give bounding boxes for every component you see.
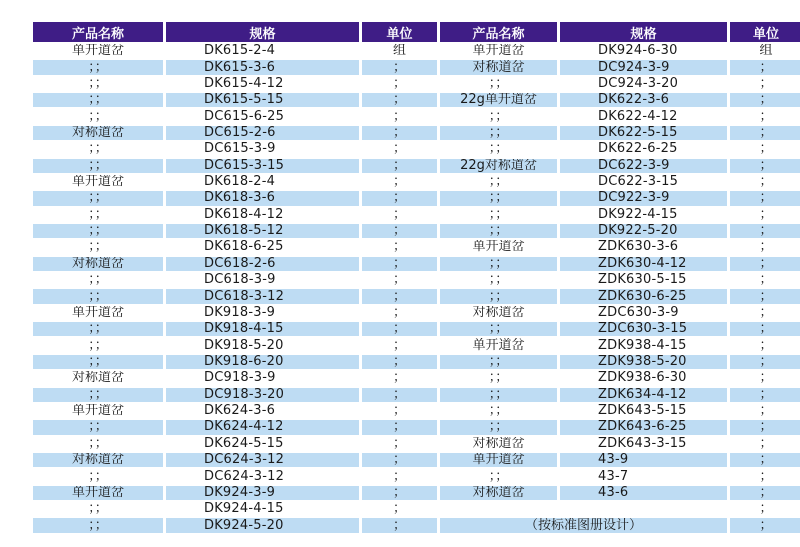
product-name-cell-2: 对称道岔 xyxy=(440,306,557,320)
table-row xyxy=(33,289,800,303)
table-row xyxy=(33,306,800,320)
spec-cell: DC624-3-12 xyxy=(166,453,359,467)
unit-cell: ； xyxy=(362,404,437,418)
unit-cell: ； xyxy=(362,371,437,385)
product-name-cell: 对称道岔 xyxy=(33,126,163,140)
unit-cell-2: ； xyxy=(730,420,800,434)
spec-cell: DK615-3-6 xyxy=(166,60,359,74)
unit-cell-2: ； xyxy=(730,437,800,451)
table-row xyxy=(33,355,800,369)
unit-cell: ； xyxy=(362,322,437,336)
product-name-cell: ；； xyxy=(33,60,163,74)
table-row xyxy=(33,93,800,107)
spec-cell: DC615-2-6 xyxy=(166,126,359,140)
header-spec-2: 规格 xyxy=(560,22,727,42)
spec-cell-2: DK922-4-15 xyxy=(560,208,727,222)
spec-cell: DK918-4-15 xyxy=(166,322,359,336)
product-name-cell: ；； xyxy=(33,420,163,434)
spec-cell-2: ZDK630-6-25 xyxy=(560,289,727,303)
product-name-cell-2: ；； xyxy=(440,257,557,271)
unit-cell: ； xyxy=(362,224,437,238)
header-spec: 规格 xyxy=(166,22,359,42)
unit-cell: ； xyxy=(362,273,437,287)
spec-cell-2: DC622-3-15 xyxy=(560,175,727,189)
unit-cell: ； xyxy=(362,240,437,254)
product-name-cell: 单开道岔 xyxy=(33,486,163,500)
unit-cell-2: ； xyxy=(730,175,800,189)
table-row xyxy=(33,126,800,140)
table-row xyxy=(33,371,800,385)
table-row xyxy=(33,502,800,516)
table-row xyxy=(33,159,800,173)
spec-cell: DK918-6-20 xyxy=(166,355,359,369)
spec-cell-2 xyxy=(560,502,727,516)
unit-cell-2: ； xyxy=(730,453,800,467)
unit-cell: ； xyxy=(362,518,437,532)
unit-cell: ； xyxy=(362,453,437,467)
table-row xyxy=(33,486,800,500)
product-name-cell: ；； xyxy=(33,289,163,303)
spec-cell-2: ZDC630-3-9 xyxy=(560,306,727,320)
unit-cell: ； xyxy=(362,60,437,74)
product-name-cell: ；； xyxy=(33,518,163,532)
table-row xyxy=(33,77,800,91)
spec-cell: DK618-2-4 xyxy=(166,175,359,189)
product-name-cell: ；； xyxy=(33,338,163,352)
product-name-cell-2: ；； xyxy=(440,371,557,385)
table-row xyxy=(33,437,800,451)
product-name-cell-2: ；； xyxy=(440,208,557,222)
spec-cell-2: ZDK634-4-12 xyxy=(560,388,727,402)
product-name-cell: ；； xyxy=(33,208,163,222)
table-row xyxy=(33,142,800,156)
unit-cell-2: ； xyxy=(730,109,800,123)
unit-cell: ； xyxy=(362,502,437,516)
spec-cell: DK618-5-12 xyxy=(166,224,359,238)
product-name-cell: ；； xyxy=(33,388,163,402)
product-name-cell: ；； xyxy=(33,240,163,254)
spec-cell-2: ZDK938-4-15 xyxy=(560,338,727,352)
unit-cell: ； xyxy=(362,486,437,500)
unit-cell: ； xyxy=(362,208,437,222)
product-name-cell-2: ；； xyxy=(440,126,557,140)
product-name-cell: ；； xyxy=(33,355,163,369)
spec-cell-2: DK622-3-6 xyxy=(560,93,727,107)
unit-cell: ； xyxy=(362,109,437,123)
spec-cell: DC624-3-12 xyxy=(166,469,359,483)
design-note-cell: （按标准图册设计） xyxy=(440,518,727,532)
table-row xyxy=(33,44,800,58)
product-name-cell-2: 22g对称道岔 xyxy=(440,159,557,173)
product-name-cell: ；； xyxy=(33,77,163,91)
unit-cell-2: ； xyxy=(730,306,800,320)
spec-cell: DC615-6-25 xyxy=(166,109,359,123)
product-name-cell-2: 22g单开道岔 xyxy=(440,93,557,107)
product-name-cell-2: ；； xyxy=(440,273,557,287)
unit-cell-2: ； xyxy=(730,518,800,532)
table-row xyxy=(33,469,800,483)
spec-cell-2: ZDC630-3-15 xyxy=(560,322,727,336)
unit-cell: ； xyxy=(362,388,437,402)
product-name-cell-2: ；； xyxy=(440,191,557,205)
unit-cell-2: ； xyxy=(730,502,800,516)
product-name-cell-2: 对称道岔 xyxy=(440,60,557,74)
table-row xyxy=(33,453,800,467)
spec-cell: DK618-4-12 xyxy=(166,208,359,222)
product-name-cell-2: 对称道岔 xyxy=(440,437,557,451)
product-name-cell: ；； xyxy=(33,224,163,238)
spec-cell-2: DK622-5-15 xyxy=(560,126,727,140)
unit-cell: ； xyxy=(362,355,437,369)
unit-cell-2: ； xyxy=(730,469,800,483)
product-name-cell-2: ；； xyxy=(440,109,557,123)
unit-cell-2: ； xyxy=(730,338,800,352)
product-name-cell-2 xyxy=(440,502,557,516)
unit-cell-2: ； xyxy=(730,93,800,107)
unit-cell-2: ； xyxy=(730,371,800,385)
product-name-cell: ；； xyxy=(33,191,163,205)
spec-cell: DK924-3-9 xyxy=(166,486,359,500)
unit-cell-2: ； xyxy=(730,388,800,402)
unit-cell-2: ； xyxy=(730,224,800,238)
spec-cell-2: 43-9 xyxy=(560,453,727,467)
spec-cell-2: 43-6 xyxy=(560,486,727,500)
spec-cell: DK924-5-20 xyxy=(166,518,359,532)
spec-cell-2: DC922-3-9 xyxy=(560,191,727,205)
product-name-cell-2: ；； xyxy=(440,355,557,369)
spec-cell-2: DK622-6-25 xyxy=(560,142,727,156)
product-name-cell: 单开道岔 xyxy=(33,306,163,320)
spec-cell: DC918-3-9 xyxy=(166,371,359,385)
unit-cell: ； xyxy=(362,142,437,156)
product-name-cell: 对称道岔 xyxy=(33,371,163,385)
product-name-cell-2: ；； xyxy=(440,224,557,238)
unit-cell-2: ； xyxy=(730,159,800,173)
unit-cell: ； xyxy=(362,469,437,483)
unit-cell: ； xyxy=(362,77,437,91)
header-row xyxy=(33,22,800,42)
table-row xyxy=(33,208,800,222)
unit-cell: ； xyxy=(362,289,437,303)
spec-cell-2: ZDK630-4-12 xyxy=(560,257,727,271)
unit-cell: ； xyxy=(362,191,437,205)
product-name-cell-2: ；； xyxy=(440,388,557,402)
spec-cell-2: DC924-3-9 xyxy=(560,60,727,74)
unit-cell: ； xyxy=(362,175,437,189)
unit-cell-2: ； xyxy=(730,355,800,369)
product-name-cell-2: ；； xyxy=(440,289,557,303)
product-name-cell: ；； xyxy=(33,273,163,287)
header-unit: 单位 xyxy=(362,22,437,42)
product-name-cell: 单开道岔 xyxy=(33,44,163,58)
spec-cell-2: DC622-3-9 xyxy=(560,159,727,173)
table-row xyxy=(33,420,800,434)
spec-cell: DK615-5-15 xyxy=(166,93,359,107)
spec-cell-2: DK922-5-20 xyxy=(560,224,727,238)
product-name-cell-2: ；； xyxy=(440,420,557,434)
spec-cell: DK615-2-4 xyxy=(166,44,359,58)
unit-cell-2: ； xyxy=(730,191,800,205)
table-row xyxy=(33,388,800,402)
table-row xyxy=(33,224,800,238)
product-name-cell-2: ；； xyxy=(440,322,557,336)
unit-cell-2: 组 xyxy=(730,44,800,58)
unit-cell-2: ； xyxy=(730,486,800,500)
product-name-cell-2: ；； xyxy=(440,404,557,418)
unit-cell: ； xyxy=(362,437,437,451)
unit-cell: ； xyxy=(362,306,437,320)
unit-cell: ； xyxy=(362,159,437,173)
table-row xyxy=(33,175,800,189)
spec-cell: DC618-3-12 xyxy=(166,289,359,303)
product-name-cell-2: 单开道岔 xyxy=(440,44,557,58)
unit-cell: ； xyxy=(362,93,437,107)
product-name-cell: 单开道岔 xyxy=(33,404,163,418)
table-row xyxy=(33,322,800,336)
product-spec-table xyxy=(30,20,800,535)
product-name-cell: 对称道岔 xyxy=(33,257,163,271)
product-name-cell: ；； xyxy=(33,93,163,107)
product-name-cell: ；； xyxy=(33,322,163,336)
product-name-cell: ；； xyxy=(33,437,163,451)
unit-cell-2: ； xyxy=(730,322,800,336)
product-name-cell: 单开道岔 xyxy=(33,175,163,189)
product-name-cell: ；； xyxy=(33,109,163,123)
table-row xyxy=(33,273,800,287)
product-name-cell: 对称道岔 xyxy=(33,453,163,467)
spec-cell-2: DK622-4-12 xyxy=(560,109,727,123)
header-unit-2: 单位 xyxy=(730,22,800,42)
spec-cell: DK918-5-20 xyxy=(166,338,359,352)
unit-cell: ； xyxy=(362,338,437,352)
table-row xyxy=(33,257,800,271)
table-row xyxy=(33,518,800,532)
unit-cell-2: ； xyxy=(730,273,800,287)
header-product-name: 产品名称 xyxy=(33,22,163,42)
product-name-cell-2: ；； xyxy=(440,77,557,91)
unit-cell-2: ； xyxy=(730,126,800,140)
spec-cell: DK918-3-9 xyxy=(166,306,359,320)
spec-cell-2: DK924-6-30 xyxy=(560,44,727,58)
product-name-cell: ；； xyxy=(33,159,163,173)
product-name-cell-2: 单开道岔 xyxy=(440,453,557,467)
spec-cell: DC618-2-6 xyxy=(166,257,359,271)
header-product-name-2: 产品名称 xyxy=(440,22,557,42)
unit-cell: ； xyxy=(362,257,437,271)
unit-cell-2: ； xyxy=(730,60,800,74)
spec-cell-2: ZDK938-6-30 xyxy=(560,371,727,385)
product-name-cell-2: ；； xyxy=(440,142,557,156)
spec-cell-2: ZDK630-3-6 xyxy=(560,240,727,254)
spec-cell-2: ZDK643-5-15 xyxy=(560,404,727,418)
spec-cell-2: ZDK938-5-20 xyxy=(560,355,727,369)
spec-cell: DK624-5-15 xyxy=(166,437,359,451)
spec-cell-2: ZDK643-6-25 xyxy=(560,420,727,434)
product-name-cell-2: ；； xyxy=(440,469,557,483)
spec-cell: DC618-3-9 xyxy=(166,273,359,287)
spec-cell-2: ZDK643-3-15 xyxy=(560,437,727,451)
unit-cell-2: ； xyxy=(730,208,800,222)
product-name-cell: ；； xyxy=(33,142,163,156)
product-name-cell-2: 对称道岔 xyxy=(440,486,557,500)
unit-cell: ； xyxy=(362,126,437,140)
spec-cell: DC918-3-20 xyxy=(166,388,359,402)
spec-cell: DK618-6-25 xyxy=(166,240,359,254)
product-name-cell: ；； xyxy=(33,469,163,483)
spec-cell: DC615-3-15 xyxy=(166,159,359,173)
spec-cell: DK624-3-6 xyxy=(166,404,359,418)
table-row xyxy=(33,60,800,74)
spec-cell: DC615-3-9 xyxy=(166,142,359,156)
table-row xyxy=(33,109,800,123)
spec-cell-2: DC924-3-20 xyxy=(560,77,727,91)
product-name-cell-2: ；； xyxy=(440,175,557,189)
spec-cell: DK924-4-15 xyxy=(166,502,359,516)
table-body xyxy=(33,44,800,533)
table-row xyxy=(33,240,800,254)
unit-cell-2: ； xyxy=(730,77,800,91)
unit-cell-2: ； xyxy=(730,142,800,156)
spec-cell: DK615-4-12 xyxy=(166,77,359,91)
unit-cell-2: ； xyxy=(730,289,800,303)
table-row xyxy=(33,338,800,352)
product-name-cell-2: 单开道岔 xyxy=(440,240,557,254)
product-name-cell-2: 单开道岔 xyxy=(440,338,557,352)
product-name-cell: ；； xyxy=(33,502,163,516)
unit-cell: 组 xyxy=(362,44,437,58)
table-row xyxy=(33,404,800,418)
spec-cell: DK618-3-6 xyxy=(166,191,359,205)
spec-cell-2: 43-7 xyxy=(560,469,727,483)
table-row xyxy=(33,191,800,205)
spec-cell-2: ZDK630-5-15 xyxy=(560,273,727,287)
spec-cell: DK624-4-12 xyxy=(166,420,359,434)
unit-cell-2: ； xyxy=(730,404,800,418)
unit-cell-2: ； xyxy=(730,240,800,254)
unit-cell-2: ； xyxy=(730,257,800,271)
unit-cell: ； xyxy=(362,420,437,434)
